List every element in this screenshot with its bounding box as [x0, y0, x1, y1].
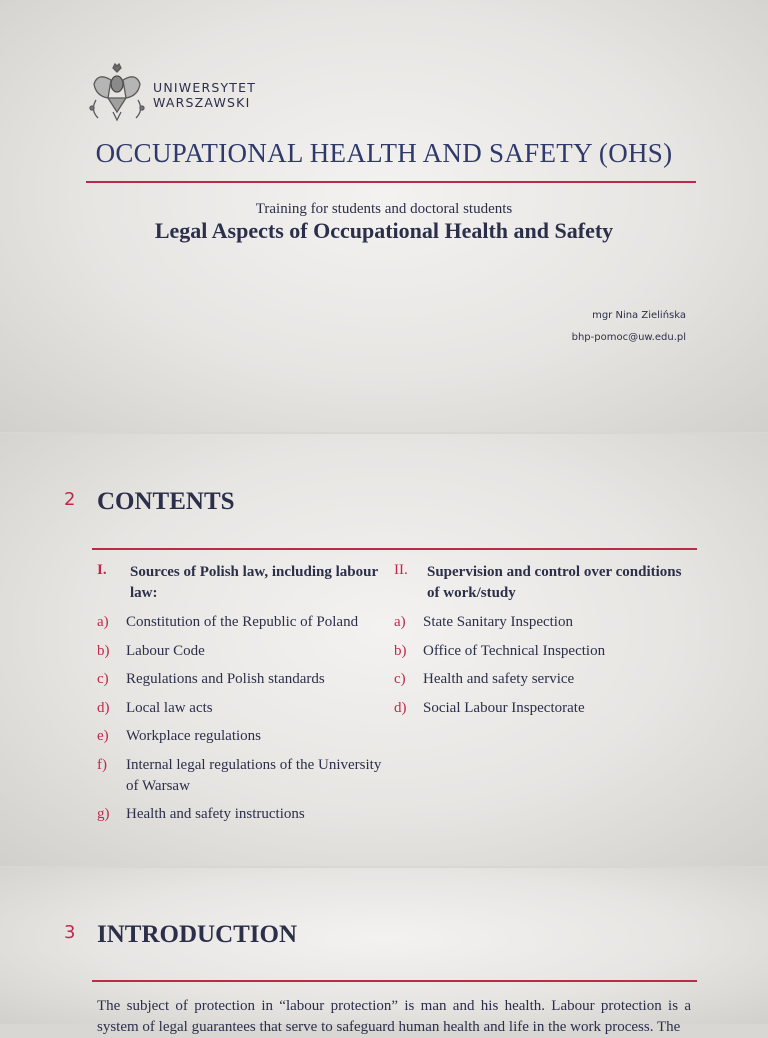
- heading-divider: [92, 980, 697, 982]
- list-item: [97, 641, 387, 662]
- slide-heading: INTRODUCTION: [97, 921, 298, 948]
- list-text: Social Labour Inspectorate: [423, 699, 585, 716]
- university-name-line1: UNIWERSYTET: [153, 80, 257, 95]
- subtitle-main: Legal Aspects of Occupational Health and Safety: [154, 218, 614, 243]
- list-text: State Sanitary Inspection: [423, 614, 573, 630]
- university-name: [153, 80, 256, 110]
- title-slide: [0, 0, 768, 432]
- list-letter: a): [97, 614, 109, 630]
- list-item: [394, 669, 684, 690]
- list-letter: c): [97, 671, 109, 687]
- list-letter: f): [97, 756, 107, 773]
- section-numeral: II.: [394, 562, 408, 578]
- list-text: Internal legal regulations of the University of Warsaw: [126, 756, 382, 794]
- list-text: Health and safety instructions: [126, 806, 305, 822]
- university-name-line2: WARSZAWSKI: [153, 95, 251, 110]
- list-item: [97, 804, 387, 825]
- list-text: Local law acts: [126, 699, 213, 716]
- list-item: [394, 612, 684, 633]
- contents-slide: [0, 434, 768, 866]
- eagle-crest-icon: [86, 60, 148, 126]
- list-text: Labour Code: [126, 642, 205, 659]
- list-item: [97, 669, 387, 690]
- section-numeral: I.: [97, 562, 107, 578]
- list-letter: b): [97, 642, 110, 659]
- list-item: [97, 612, 387, 633]
- section-title: Supervision and control over conditions of work/study: [427, 564, 682, 601]
- list-text: Health and safety service: [423, 671, 575, 687]
- list-letter: g): [97, 806, 110, 822]
- author-email: bhp-pomoc@uw.edu.pl: [571, 332, 686, 343]
- contents-column-2: [394, 562, 684, 726]
- slide-number: 3: [64, 922, 76, 943]
- author-name: mgr Nina Zielińska: [592, 310, 686, 321]
- subtitle-small: Training for students and doctoral students: [255, 201, 513, 217]
- section-title: Sources of Polish law, including labour law:: [130, 564, 378, 601]
- list-item: [394, 698, 684, 719]
- section-header: [394, 562, 684, 604]
- slide-heading: CONTENTS: [97, 488, 235, 515]
- list-letter: d): [394, 699, 407, 716]
- list-item: [97, 726, 387, 747]
- list-text: Office of Technical Inspection: [423, 642, 606, 659]
- page-title: OCCUPATIONAL HEALTH AND SAFETY (OHS): [95, 138, 673, 168]
- introduction-slide: [0, 868, 768, 1035]
- contents-column-1: [97, 562, 387, 833]
- list-text: Constitution of the Republic of Poland: [126, 614, 359, 630]
- list-letter: d): [97, 699, 110, 716]
- list-item: [97, 698, 387, 719]
- intro-paragraph: The subject of protection in “labour protection” is man and his health. Labour protection is a system of legal guarantees that serve to safeguard human health and life in the work process. The: [97, 998, 691, 1035]
- heading-divider: [92, 548, 697, 550]
- slide-number: 2: [64, 489, 76, 510]
- section-header: [97, 562, 387, 604]
- list-letter: a): [394, 614, 406, 630]
- list-item: [394, 641, 684, 662]
- title-divider: [86, 181, 696, 183]
- list-text: Workplace regulations: [126, 728, 261, 744]
- list-text: Regulations and Polish standards: [126, 671, 325, 687]
- list-letter: e): [97, 728, 109, 744]
- list-letter: b): [394, 642, 407, 659]
- list-letter: c): [394, 671, 406, 687]
- list-item: [97, 755, 387, 797]
